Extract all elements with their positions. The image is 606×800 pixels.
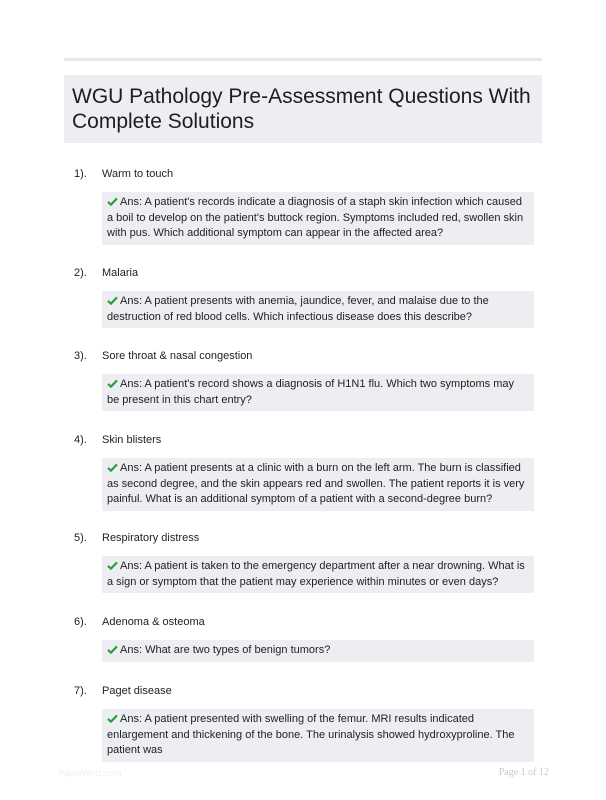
question-number: 1). [74, 168, 87, 180]
answer-text: Ans: A patient's record shows a diagnosis of H1N1 flu. Which two symptoms may be present in this chart entry? [107, 378, 514, 406]
question-number: 7). [74, 685, 87, 697]
qa-item [74, 349, 534, 406]
check-icon [107, 379, 118, 388]
answer-box [102, 458, 534, 511]
answer-box [102, 374, 534, 411]
check-icon [107, 645, 118, 654]
answer-text: Ans: A patient is taken to the emergency department after a near drowning. What is a sign or symptom that the patient may experience within minutes or even days? [107, 560, 525, 588]
answer-box [102, 291, 534, 328]
question-text: Warm to touch [102, 168, 174, 180]
check-icon [107, 296, 118, 305]
answer-text: Ans: A patient presents with anemia, jaundice, fever, and malaise due to the destruction of red blood cells. Which infectious disease does this describe? [107, 295, 489, 323]
question-number: 3). [74, 350, 87, 362]
qa-item [74, 167, 534, 239]
qa-item [74, 531, 534, 588]
question-number: 4). [74, 434, 87, 446]
question-text: Skin blisters [102, 434, 162, 446]
top-rule [64, 58, 542, 61]
qa-item [74, 433, 534, 505]
question-number: 2). [74, 267, 87, 279]
title-box [64, 75, 542, 143]
check-icon [107, 463, 118, 472]
question-text: Paget disease [102, 685, 172, 697]
qa-item [74, 684, 534, 756]
answer-box [102, 640, 534, 662]
question-number: 5). [74, 532, 87, 544]
footer-site: PaperWhiz.com [58, 768, 122, 778]
footer-page-number: Page 1 of 12 [498, 767, 549, 778]
answer-text: Ans: A patient's records indicate a diagnosis of a staph skin infection which caused a boil to develop on the patient's buttock region. Symptoms included red, swollen skin with pus. Which additional symptom can appear in the affected area? [107, 196, 524, 239]
answer-text: Ans: What are two types of benign tumors? [120, 644, 331, 656]
answer-text: Ans: A patient presents at a clinic with a burn on the left arm. The burn is classified as second degree, and the skin appears red and swollen. The patient reports it is very painful. What is an additional symptom of a patient with a second-degree burn? [107, 462, 525, 505]
qa-item [74, 615, 534, 656]
answer-box [102, 556, 534, 593]
answer-box [102, 192, 534, 245]
question-number: 6). [74, 616, 87, 628]
question-text: Sore throat & nasal congestion [102, 350, 253, 362]
check-icon [107, 714, 118, 723]
question-text: Respiratory distress [102, 532, 200, 544]
question-text: Malaria [102, 267, 139, 279]
check-icon [107, 197, 118, 206]
answer-box [102, 709, 534, 762]
answer-text: Ans: A patient presented with swelling of the femur. MRI results indicated enlargement and thickening of the bone. The urinalysis showed hydroxyproline. The patient was [107, 713, 515, 756]
question-text: Adenoma & osteoma [102, 616, 205, 628]
check-icon [107, 561, 118, 570]
document-title: WGU Pathology Pre-Assessment Questions With Complete Solutions [72, 85, 531, 133]
qa-item [74, 266, 534, 323]
